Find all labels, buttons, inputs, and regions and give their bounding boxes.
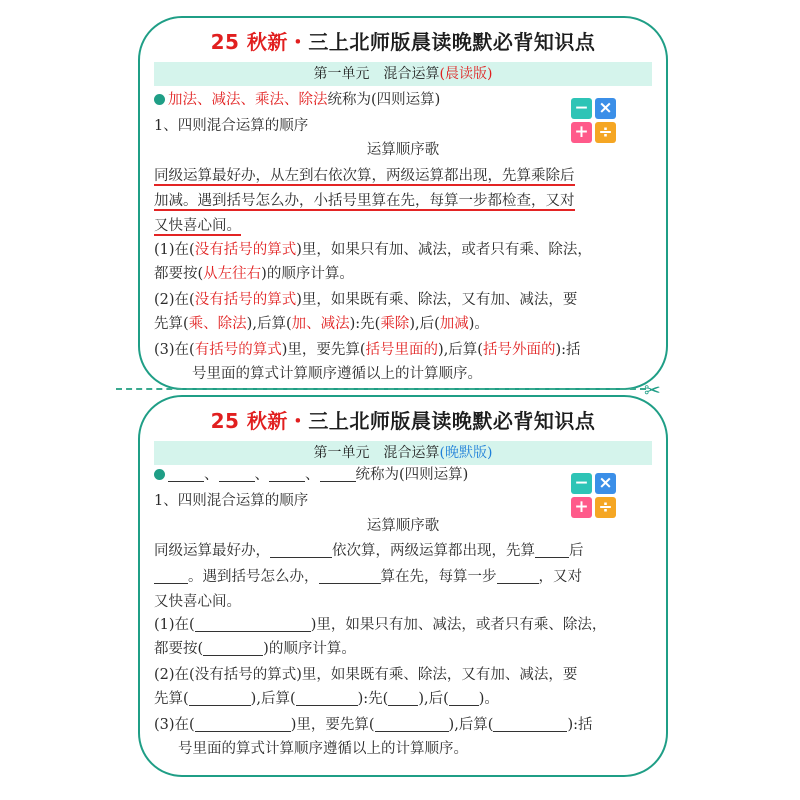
rule-1-line-1 <box>154 238 652 259</box>
rule-1-line-1 <box>154 613 652 634</box>
text: ):先( <box>357 691 389 707</box>
text: )里，如果只有加、减法，或者只有乘、除法， <box>310 617 607 633</box>
unit-label: 第一单元 混合运算 <box>313 66 440 82</box>
text: ),后算( <box>438 342 483 358</box>
rule-3-line-2: 号里面的算式计算顺序遵循以上的计算顺序。 <box>178 741 468 757</box>
text: 都要按( <box>154 641 204 657</box>
text: 后 <box>569 543 584 559</box>
highlight: 没有括号的算式 <box>194 292 297 308</box>
unit-label: 第一单元 混合运算 <box>313 445 440 461</box>
highlight: 乘、除法 <box>188 316 247 332</box>
text: )。 <box>478 691 499 707</box>
text: (1)在( <box>154 617 195 633</box>
title-text: 三上北师版晨读晚默必背知识点 <box>308 409 596 433</box>
fill-blank[interactable] <box>497 569 539 584</box>
text: 都要按( <box>154 266 204 282</box>
song-line-1 <box>154 539 652 560</box>
rule-2-line-1: (2)在(没有括号的算式)里，如果既有乘、除法，又有加、减法，要 <box>154 667 578 683</box>
song-line-2 <box>154 565 652 586</box>
separator: 、 <box>204 467 219 483</box>
bullet-dot-icon <box>154 94 165 105</box>
definition-text: 统称为(四则运算) <box>355 467 469 483</box>
fill-blank[interactable] <box>195 717 291 732</box>
title-year: 25 秋新 <box>210 409 288 433</box>
fill-blank[interactable] <box>375 717 449 732</box>
fill-blank[interactable] <box>493 717 567 732</box>
highlight: 乘除 <box>380 316 410 332</box>
text: )的顺序计算。 <box>263 641 356 657</box>
fill-blank[interactable] <box>195 617 311 632</box>
highlight: 没有括号的算式 <box>194 242 297 258</box>
rule-1-line-2 <box>154 262 652 283</box>
rule-3-line-1 <box>154 338 652 359</box>
highlight: 括号外面的 <box>482 342 556 358</box>
text: 依次算，两级运算都出现，先算 <box>332 543 535 559</box>
text: 。遇到括号怎么办， <box>188 569 319 585</box>
song-text-3: 又快喜心间。 <box>154 218 241 234</box>
fill-blank[interactable] <box>320 467 356 482</box>
text: (3)在( <box>154 717 195 733</box>
text: )里，如果既有乘、除法，又有加、减法，要 <box>296 292 578 308</box>
rule-2-line-2 <box>154 687 652 708</box>
fill-blank[interactable] <box>189 691 251 706</box>
fill-blank[interactable] <box>219 467 255 482</box>
divide-icon: ÷ <box>595 122 616 143</box>
text: ):括 <box>555 342 581 358</box>
text: (3)在( <box>154 342 195 358</box>
separator: 、 <box>254 467 269 483</box>
title-text: 三上北师版晨读晚默必背知识点 <box>308 30 596 54</box>
text: ，又对 <box>538 569 582 585</box>
definition-text: 统称为(四则运算) <box>327 92 441 108</box>
definition-line <box>154 88 652 109</box>
fill-blank[interactable] <box>154 569 188 584</box>
rule-2-line-2 <box>154 312 652 333</box>
fill-blank[interactable] <box>535 543 569 558</box>
plus-icon: + <box>571 497 592 518</box>
plus-icon: + <box>571 122 592 143</box>
unit-heading <box>154 62 652 86</box>
fill-blank[interactable] <box>319 569 381 584</box>
fill-blank[interactable] <box>270 543 332 558</box>
fill-blank[interactable] <box>449 691 479 706</box>
minus-icon: − <box>571 98 592 119</box>
fill-blank[interactable] <box>296 691 358 706</box>
unit-heading <box>154 441 652 465</box>
separator: 、 <box>305 467 320 483</box>
song-title: 运算顺序歌 <box>366 142 440 158</box>
song-line-1 <box>154 164 652 185</box>
highlight: 从左往右 <box>203 266 262 282</box>
song-line-3 <box>154 214 652 235</box>
text: )。 <box>468 316 489 332</box>
text: ),后算( <box>448 717 494 733</box>
highlight: 括号里面的 <box>365 342 439 358</box>
section-heading: 1、四则混合运算的顺序 <box>154 493 309 509</box>
text: ):先( <box>349 316 381 332</box>
text: 先算( <box>154 316 189 332</box>
fill-blank[interactable] <box>269 467 305 482</box>
text: 先算( <box>154 691 189 707</box>
text: ),后( <box>409 316 440 332</box>
fill-blank[interactable] <box>388 691 418 706</box>
text: )里，要先算( <box>281 342 366 358</box>
text: ),后算( <box>246 316 292 332</box>
title-year: 25 秋新 <box>210 30 288 54</box>
text: ):括 <box>567 717 593 733</box>
evening-dictation-card <box>138 395 668 777</box>
highlight: 有括号的算式 <box>194 342 282 358</box>
unit-tag: (晚默版) <box>439 445 493 461</box>
minus-icon: − <box>571 473 592 494</box>
song-title: 运算顺序歌 <box>366 518 440 534</box>
card-title <box>140 405 666 434</box>
rule-3-line-1 <box>154 713 652 734</box>
song-line-2 <box>154 189 652 210</box>
song-line-3: 又快喜心间。 <box>154 594 241 610</box>
text: 同级运算最好办， <box>154 543 270 559</box>
fill-blank[interactable] <box>203 641 263 656</box>
unit-tag: (晨读版) <box>439 66 493 82</box>
rule-2-line-1 <box>154 288 652 309</box>
text: )里，要先算( <box>290 717 375 733</box>
highlight: 加、减法 <box>291 316 350 332</box>
fill-blank[interactable] <box>168 467 204 482</box>
scissors-icon: ✂ <box>644 378 661 402</box>
definition-line <box>154 463 652 484</box>
section-heading: 1、四则混合运算的顺序 <box>154 118 309 134</box>
text: (2)在( <box>154 292 195 308</box>
text: ),后( <box>418 691 449 707</box>
morning-reading-card <box>138 16 668 390</box>
text: )里，如果只有加、减法，或者只有乘、除法， <box>296 242 592 258</box>
text: (1)在( <box>154 242 195 258</box>
text: ),后算( <box>250 691 296 707</box>
cut-line <box>116 388 646 390</box>
rule-1-line-2 <box>154 637 652 658</box>
title-dot: ・ <box>287 30 309 54</box>
rule-3-line-2: 号里面的算式计算顺序遵循以上的计算顺序。 <box>192 366 482 382</box>
times-icon: × <box>595 473 616 494</box>
bullet-dot-icon <box>154 469 165 480</box>
card-title <box>140 26 666 55</box>
divide-icon: ÷ <box>595 497 616 518</box>
text: 算在先，每算一步 <box>380 569 497 585</box>
title-dot: ・ <box>287 409 309 433</box>
times-icon: × <box>595 98 616 119</box>
text: )的顺序计算。 <box>261 266 354 282</box>
highlight: 加减 <box>439 316 469 332</box>
operations-list: 加法、减法、乘法、除法 <box>168 92 328 108</box>
song-text-1: 同级运算最好办，从左到右依次算，两级运算都出现，先算乘除后 <box>154 168 575 184</box>
song-text-2: 加减。遇到括号怎么办，小括号里算在先，每算一步都检查，又对 <box>154 193 575 209</box>
